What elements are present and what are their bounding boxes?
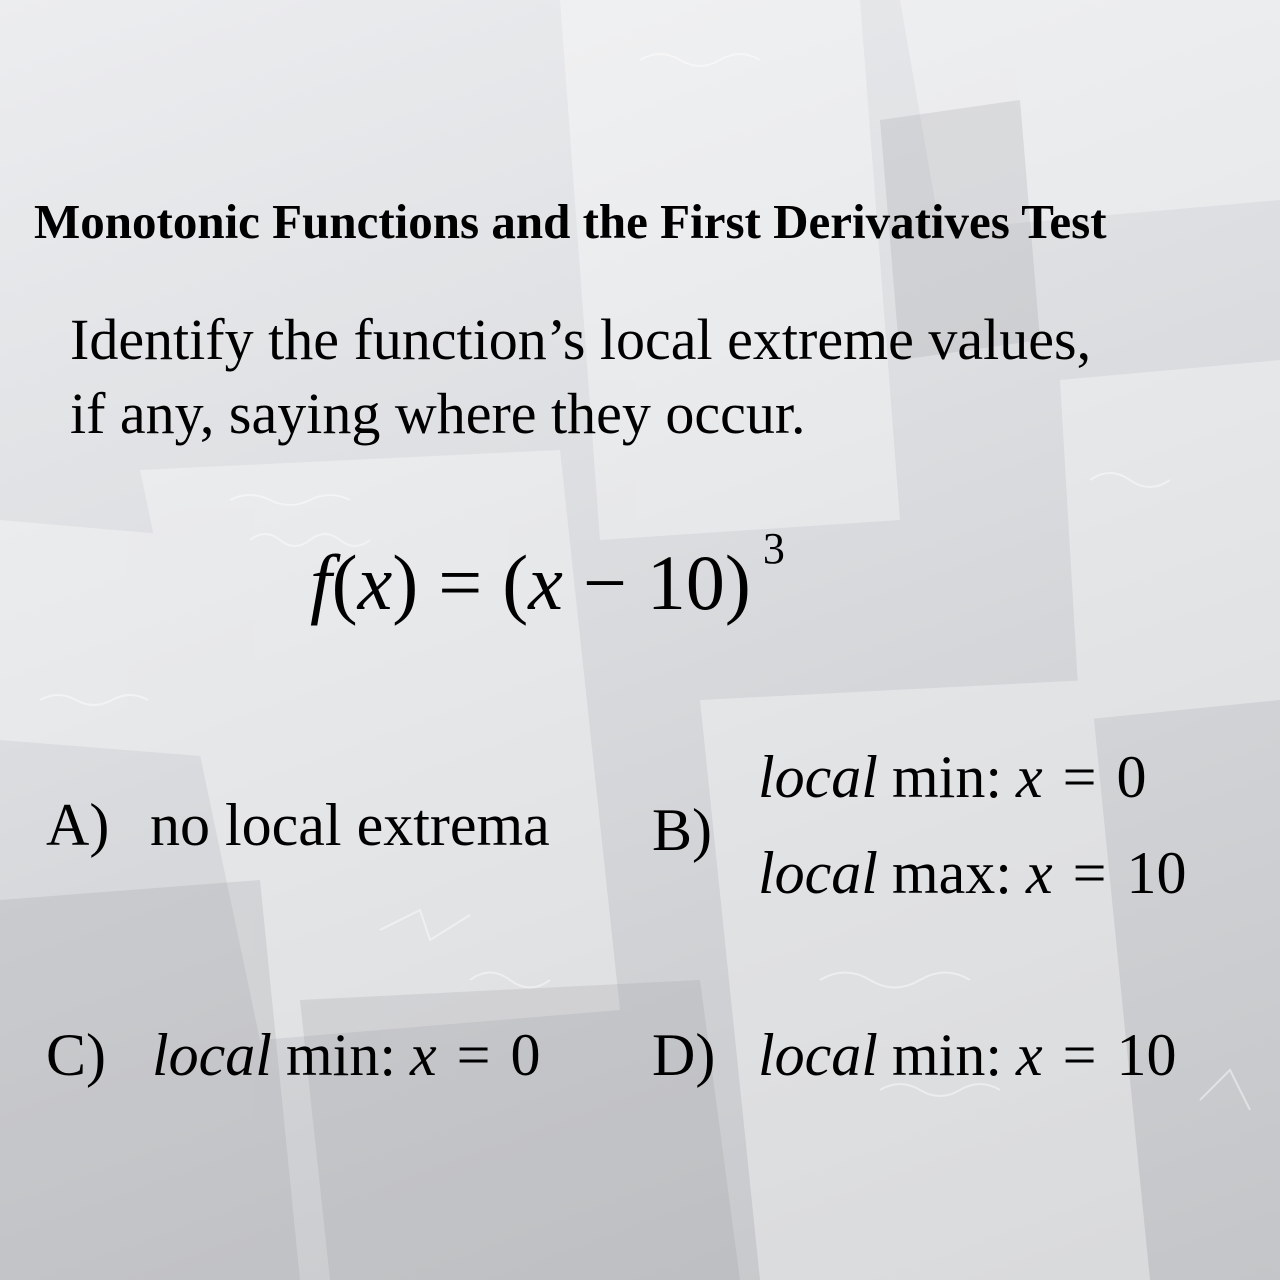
prompt-line-2: if any, saying where they occur. bbox=[70, 381, 806, 446]
function-equation bbox=[310, 524, 785, 643]
option-b-line-1-val: 0 bbox=[1116, 744, 1147, 810]
option-a-text[interactable]: no local extrema bbox=[150, 792, 550, 858]
equation-x: x bbox=[357, 539, 393, 626]
option-b-line-1-eq: = bbox=[1062, 744, 1097, 810]
option-b-line-1-kind: min: bbox=[891, 744, 1002, 810]
option-d-kind: min: bbox=[891, 1022, 1002, 1088]
option-d-letter[interactable]: D) bbox=[652, 1022, 716, 1088]
option-b-line-1-word: local bbox=[758, 744, 878, 810]
option-d-var: x bbox=[1016, 1022, 1043, 1088]
option-c-letter[interactable]: C) bbox=[46, 1022, 106, 1088]
option-d-word: local bbox=[758, 1022, 878, 1088]
option-c-eq: = bbox=[456, 1022, 491, 1088]
option-d-val: 10 bbox=[1116, 1022, 1177, 1088]
option-a-letter[interactable]: A) bbox=[46, 792, 110, 858]
equation-group-open: ( bbox=[502, 539, 529, 626]
equation-equals: = bbox=[438, 539, 483, 626]
option-c-val: 0 bbox=[510, 1022, 541, 1088]
option-b-line-2-val: 10 bbox=[1126, 840, 1187, 906]
equation-constant: 10) bbox=[646, 539, 751, 626]
prompt-line-1: Identify the function’s local extreme values, bbox=[70, 307, 1092, 372]
option-d-eq: = bbox=[1062, 1022, 1097, 1088]
equation-open-paren: ( bbox=[331, 539, 358, 626]
option-b-line-2[interactable] bbox=[758, 838, 1186, 908]
option-c-text[interactable] bbox=[152, 1020, 540, 1090]
option-b-line-2-word: local bbox=[758, 840, 878, 906]
option-d-text[interactable] bbox=[758, 1020, 1176, 1090]
option-b-letter[interactable]: B) bbox=[652, 797, 712, 863]
option-b-line-1[interactable] bbox=[758, 742, 1146, 812]
equation-inner-x: x bbox=[528, 539, 563, 626]
equation-minus: − bbox=[582, 539, 627, 626]
option-c-var: x bbox=[410, 1022, 437, 1088]
equation-close-paren: ) bbox=[392, 539, 419, 626]
option-b-line-1-var: x bbox=[1016, 744, 1043, 810]
option-b-line-2-var: x bbox=[1025, 840, 1053, 906]
equation-exponent: 3 bbox=[762, 524, 785, 573]
option-b-line-2-eq: = bbox=[1072, 840, 1107, 906]
equation-f: f bbox=[310, 539, 332, 626]
option-b-line-2-kind: max: bbox=[891, 840, 1012, 906]
option-c-kind: min: bbox=[285, 1022, 396, 1088]
question-prompt bbox=[70, 303, 1250, 451]
option-c-word: local bbox=[152, 1022, 272, 1088]
slide-title: Monotonic Functions and the First Derivatives Test bbox=[34, 194, 1107, 249]
